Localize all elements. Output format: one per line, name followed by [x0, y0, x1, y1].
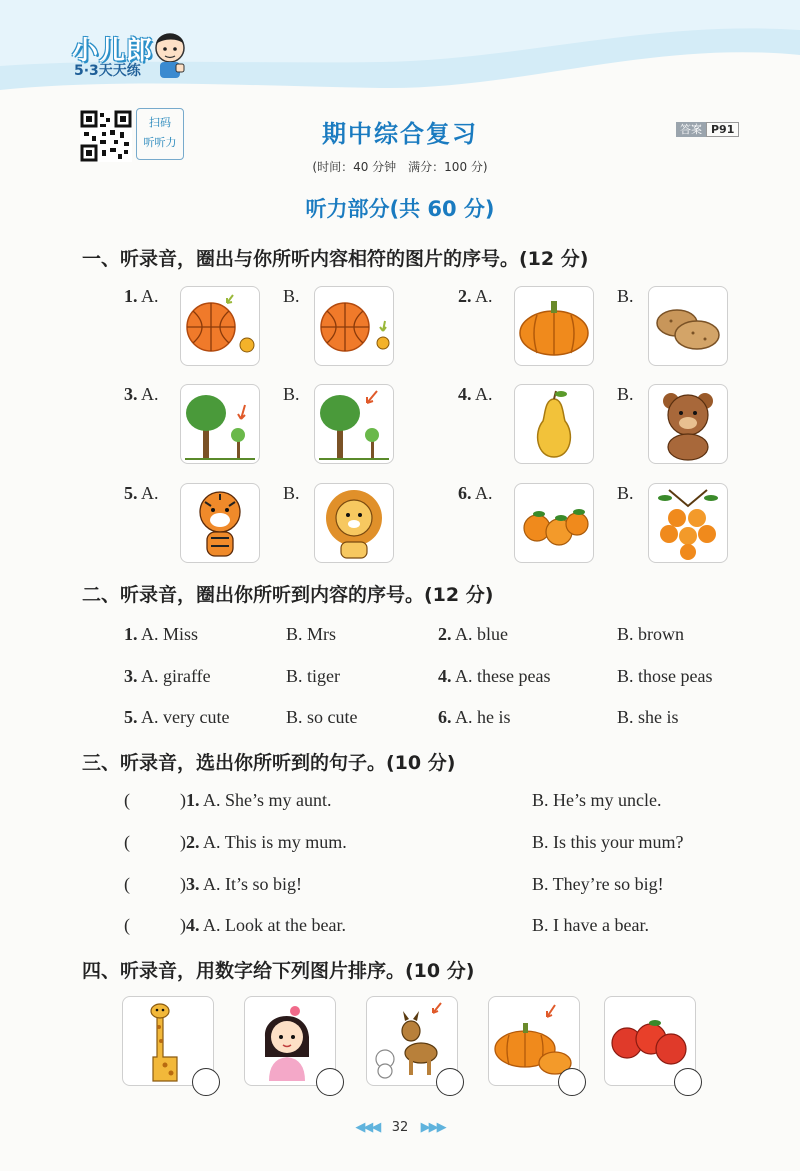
s1-q1-label	[124, 286, 159, 307]
s2-q3-a	[124, 666, 211, 687]
teddy-bear-icon	[649, 385, 727, 463]
option-a-text: A. he is	[455, 707, 511, 727]
s2-q1-a	[124, 624, 198, 645]
boy-mascot-icon	[150, 28, 190, 80]
s1-q4-b-picture[interactable]	[648, 384, 728, 464]
s4-answer-circle-3[interactable]	[436, 1068, 464, 1096]
s1-q3-a-picture[interactable]	[180, 384, 260, 464]
potato-icon	[649, 287, 727, 365]
s1-q6-label	[458, 483, 493, 504]
basketball-icon	[181, 287, 259, 365]
page-title: 期中综合复习	[322, 120, 478, 148]
s3-q2-paren-open[interactable]: (	[124, 832, 130, 852]
pumpkin-icon	[515, 287, 593, 365]
orange-branch-icon	[649, 484, 727, 562]
question-number: 4.	[438, 666, 452, 686]
s3-q3-stem	[180, 874, 302, 895]
question-number: 1.	[186, 790, 200, 810]
s2-q5-b: B. so cute	[286, 707, 358, 727]
oranges-icon	[515, 484, 593, 562]
next-arrows-icon: ▶▶▶	[420, 1120, 445, 1135]
scan-label-line1: 扫码	[149, 116, 171, 129]
option-a-text: A. very cute	[141, 707, 230, 727]
section4-heading: 四、听录音，用数字给下列图片排序。(10 分)	[82, 960, 475, 982]
paren-close: )	[180, 790, 186, 810]
s3-q2-stem	[180, 832, 347, 853]
question-number: 6.	[458, 483, 472, 503]
option-a-text: A. Look at the bear.	[203, 915, 346, 935]
option-a-text: A. This is my mum.	[203, 832, 347, 852]
lion-icon	[315, 484, 393, 562]
section2-heading: 二、听录音，圈出你所听到内容的序号。(12 分)	[82, 584, 494, 606]
s2-q4-a	[438, 666, 550, 687]
s1-q4-label	[458, 384, 493, 405]
tree-arrow-icon	[315, 385, 393, 463]
question-number: 1.	[124, 286, 138, 306]
scan-label-line2: 听听力	[143, 136, 177, 149]
s3-q3-b: B. They’re so big!	[532, 874, 664, 894]
s2-q6-b: B. she is	[617, 707, 679, 727]
s1-q2-b-label: B.	[617, 286, 634, 306]
section1-heading: 一、听录音，圈出与你所听内容相符的图片的序号。(12 分)	[82, 248, 589, 270]
tiger-icon	[181, 484, 259, 562]
s2-q4-b: B. those peas	[617, 666, 713, 686]
option-a-text: A. blue	[455, 624, 509, 644]
question-number: 1.	[124, 624, 138, 644]
s1-q3-b-picture[interactable]	[314, 384, 394, 464]
trees-icon	[181, 385, 259, 463]
answer-page: P91	[706, 122, 739, 137]
s2-q5-a	[124, 707, 229, 728]
question-number: 2.	[186, 832, 200, 852]
s2-q2-a	[438, 624, 508, 645]
question-number: 2.	[438, 624, 452, 644]
s3-q1-paren-open[interactable]: (	[124, 790, 130, 810]
s3-q1-stem	[180, 790, 332, 811]
paren-close: )	[180, 832, 186, 852]
question-number: 3.	[186, 874, 200, 894]
question-number: 5.	[124, 707, 138, 727]
paren-close: )	[180, 874, 186, 894]
page-number: 32	[391, 1120, 409, 1135]
option-a-label: A.	[141, 286, 159, 306]
answer-label: 答案	[676, 122, 706, 137]
s2-q1-b: B. Mrs	[286, 624, 337, 644]
s4-answer-circle-5[interactable]	[674, 1068, 702, 1096]
s1-q2-b-picture[interactable]	[648, 286, 728, 366]
s1-q5-b-picture[interactable]	[314, 483, 394, 563]
s2-q6-a	[438, 707, 511, 728]
answer-page-badge[interactable]	[676, 121, 739, 137]
ball-icon	[315, 287, 393, 365]
prev-arrows-icon: ◀◀◀	[355, 1120, 380, 1135]
s3-q3-paren-open[interactable]: (	[124, 874, 130, 894]
option-a-label: A.	[141, 384, 159, 404]
s1-q2-label	[458, 286, 493, 307]
s3-q4-stem	[180, 915, 346, 936]
paren-close: )	[180, 915, 186, 935]
logo-subtitle: 5·3天天练	[74, 63, 141, 79]
s1-q4-b-label: B.	[617, 384, 634, 404]
part-title: 听力部分(共 60 分)	[305, 197, 495, 221]
question-number: 4.	[458, 384, 472, 404]
option-a-label: A.	[141, 483, 159, 503]
s1-q6-b-label: B.	[617, 483, 634, 503]
option-a-text: A. Miss	[141, 624, 199, 644]
s1-q1-a-picture[interactable]	[180, 286, 260, 366]
s1-q5-b-label: B.	[283, 483, 300, 503]
s1-q1-b-label: B.	[283, 286, 300, 306]
s1-q4-a-picture[interactable]	[514, 384, 594, 464]
s1-q6-b-picture[interactable]	[648, 483, 728, 563]
pear-icon	[515, 385, 593, 463]
option-a-text: A. It’s so big!	[203, 874, 303, 894]
question-number: 3.	[124, 384, 138, 404]
question-number: 5.	[124, 483, 138, 503]
s2-q2-b: B. brown	[617, 624, 684, 644]
s3-q1-b: B. He’s my uncle.	[532, 790, 662, 810]
question-number: 3.	[124, 666, 138, 686]
s3-q2-b: B. Is this your mum?	[532, 832, 684, 852]
s2-q3-b: B. tiger	[286, 666, 340, 686]
section3-heading: 三、听录音，选出你所听到的句子。(10 分)	[82, 752, 456, 774]
s3-q4-b: B. I have a bear.	[532, 915, 649, 935]
logo-title: 小儿郎	[72, 36, 154, 66]
option-a-label: A.	[475, 384, 493, 404]
question-number: 6.	[438, 707, 452, 727]
option-a-label: A.	[475, 286, 493, 306]
s4-answer-circle-1[interactable]	[192, 1068, 220, 1096]
s4-answer-circle-4[interactable]	[558, 1068, 586, 1096]
option-a-text: A. giraffe	[141, 666, 211, 686]
s1-q6-a-picture[interactable]	[514, 483, 594, 563]
s1-q2-a-picture[interactable]	[514, 286, 594, 366]
s1-q5-label	[124, 483, 159, 504]
s1-q3-label	[124, 384, 159, 405]
option-a-text: A. these peas	[455, 666, 551, 686]
time-score-info: (时间：40 分钟 满分：100 分)	[312, 160, 488, 174]
s4-answer-circle-2[interactable]	[316, 1068, 344, 1096]
option-a-text: A. She’s my aunt.	[203, 790, 332, 810]
s3-q4-paren-open[interactable]: (	[124, 915, 130, 935]
s1-q5-a-picture[interactable]	[180, 483, 260, 563]
question-number: 2.	[458, 286, 472, 306]
page-footer	[0, 1120, 800, 1135]
s1-q1-b-picture[interactable]	[314, 286, 394, 366]
s1-q3-b-label: B.	[283, 384, 300, 404]
question-number: 4.	[186, 915, 200, 935]
option-a-label: A.	[475, 483, 493, 503]
